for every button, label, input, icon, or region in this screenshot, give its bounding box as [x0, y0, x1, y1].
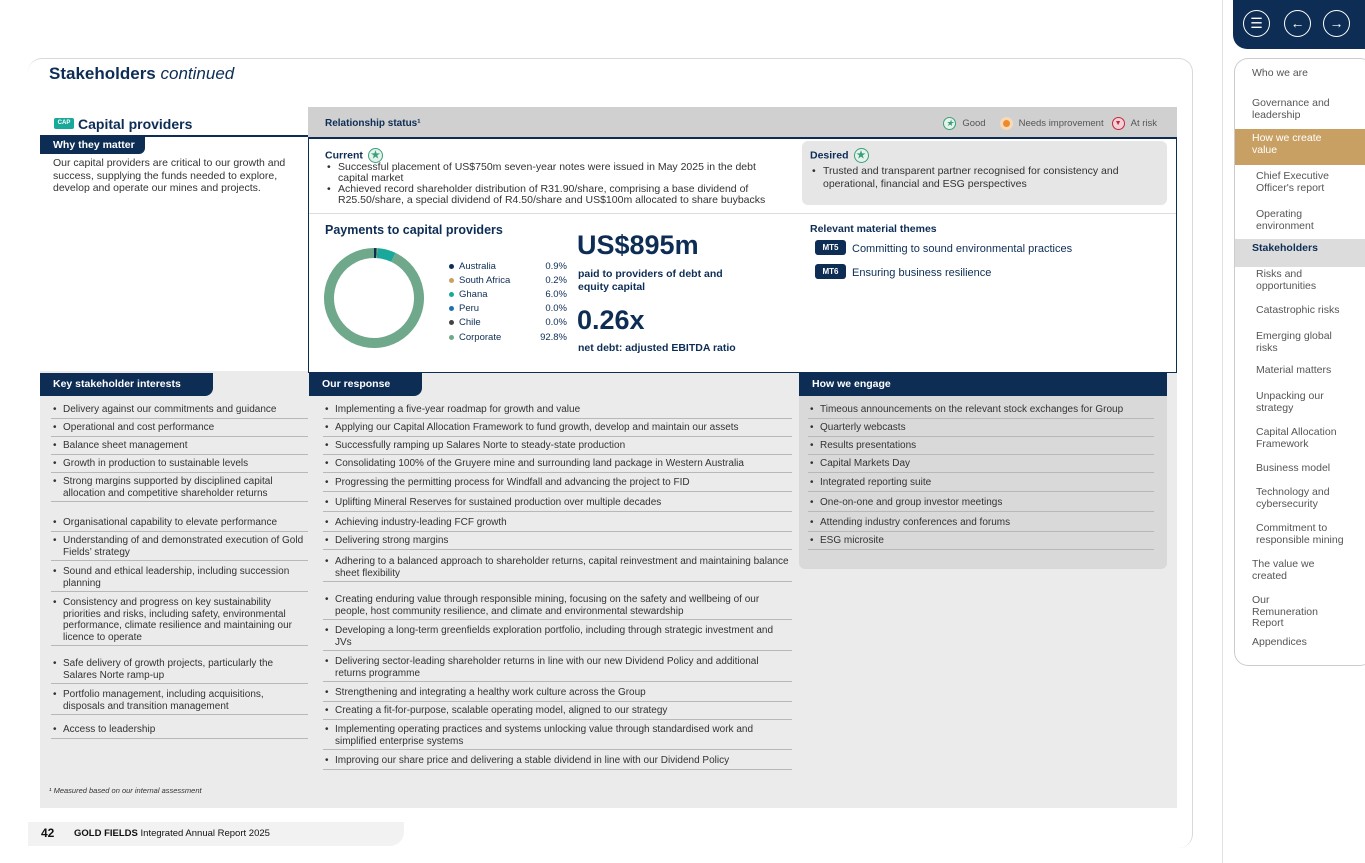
material-theme-link[interactable]: Ensuring business resilience	[852, 267, 992, 279]
footnote: ¹ Measured based on our internal assessment	[49, 786, 202, 795]
nav-item-label: Operating environment	[1256, 208, 1314, 232]
nav-item[interactable]	[1235, 265, 1365, 301]
list-item: • Operational and cost performance	[51, 422, 308, 437]
list-item: • Timeous announcements on the relevant stock exchanges for Group	[808, 404, 1154, 419]
nav-item-label: The value we created	[1252, 558, 1315, 582]
donut-slice-corporate	[329, 253, 419, 343]
list-item: • Consolidating 100% of the Gruyere mine and surrounding land package in Western Australia	[323, 458, 792, 473]
list-item: • Delivery against our commitments and guidance	[51, 404, 308, 419]
desired-title: Desired ★	[810, 148, 869, 163]
good-star-icon: ★	[854, 148, 869, 163]
legend-entry	[449, 273, 567, 287]
nav-item[interactable]	[1235, 64, 1365, 88]
payments-title: Payments to capital providers	[325, 223, 503, 237]
material-themes-title: Relevant material themes	[810, 223, 937, 235]
legend-swatch	[449, 335, 454, 340]
list-item: • Strong margins supported by disciplined capital allocation and competitive shareholder returns	[51, 476, 308, 502]
nav-item-label: How we create value	[1252, 132, 1322, 156]
nav-item-label: Risks and opportunities	[1256, 268, 1317, 292]
legend-label: Chile	[459, 317, 481, 329]
nav-item[interactable]	[1235, 361, 1365, 389]
nav-item-label: Appendices	[1252, 636, 1307, 648]
nav-item[interactable]	[1235, 483, 1365, 519]
good-star-icon: ★	[943, 117, 956, 130]
list-item: • Integrated reporting suite	[808, 477, 1154, 492]
mt-badge: MT5	[815, 240, 846, 255]
nav-item-label: Emerging global risks	[1256, 330, 1332, 354]
page-number: 42	[41, 826, 55, 840]
legend-entry	[449, 302, 567, 316]
material-theme-row[interactable]	[815, 240, 1072, 255]
legend-label: Peru	[459, 303, 480, 315]
list-item: • Capital Markets Day	[808, 458, 1154, 473]
nav-item[interactable]	[1235, 555, 1365, 591]
nav-item-label: Unpacking our strategy	[1256, 390, 1324, 414]
net-debt-ratio: 0.26x	[577, 305, 645, 335]
legend-swatch	[449, 320, 454, 325]
material-theme-row[interactable]	[815, 264, 991, 279]
payments-total: US$895m	[577, 230, 699, 260]
nav-item[interactable]	[1235, 519, 1365, 555]
legend-entry	[449, 330, 567, 344]
list-item: • Attending industry conferences and forums	[808, 517, 1154, 532]
list-item: • ESG microsite	[808, 535, 1154, 550]
nav-item-label: Our Remuneration Report	[1252, 594, 1318, 629]
relationship-status-label: Relationship status¹	[325, 118, 421, 129]
net-debt-ratio-caption: net debt: adjusted EBITDA ratio	[578, 342, 736, 354]
status-legend: ★ Good Needs improvement ▼ At risk	[943, 117, 1157, 130]
nav-item[interactable]	[1235, 327, 1365, 363]
nav-item[interactable]	[1235, 167, 1365, 203]
nav-item-label: Material matters	[1256, 364, 1332, 376]
nav-item[interactable]	[1235, 423, 1365, 459]
list-item: • Achieved record shareholder distribution of R31.90/share, comprising a base dividend of R25.50/share, a special dividend of R4.50/share and US$100m allocated to share buybacks	[325, 184, 785, 206]
capital-providers-title: Capital providers	[78, 116, 193, 132]
list-item: • Adhering to a balanced approach to shareholder returns, capital reinvestment and maintaining balance sheet flexibility	[323, 556, 792, 582]
list-item: • Understanding of and demonstrated execution of Gold Fields’ strategy	[51, 535, 308, 561]
legend-entry	[449, 259, 567, 273]
list-item: • Successful placement of US$750m seven-year notes were issued in May 2025 in the debt capital market	[325, 162, 785, 184]
nav-item[interactable]	[1235, 633, 1365, 657]
list-item: • Growth in production to sustainable levels	[51, 458, 308, 473]
donut-slice-ghana	[377, 253, 393, 257]
current-title: Current ★	[325, 148, 383, 163]
list-item: • Implementing a five-year roadmap for growth and value	[323, 404, 792, 419]
needs-improvement-icon	[1000, 117, 1013, 130]
list-item: • Portfolio management, including acquisitions, disposals and transition management	[51, 689, 308, 715]
legend-entry	[449, 287, 567, 301]
legend-value: 0.0%	[545, 303, 567, 315]
list-item: • Organisational capability to elevate performance	[51, 517, 308, 532]
nav-item-label: Chief Executive Officer's report	[1256, 170, 1329, 194]
why-they-matter-text: Our capital providers are critical to our growth and success, supplying the funds needed to explore, develop and operate our mines and projects.	[53, 157, 286, 194]
our-response-tab: Our response	[309, 373, 422, 396]
material-theme-link[interactable]: Committing to sound environmental practices	[852, 243, 1073, 255]
legend-swatch	[449, 306, 454, 311]
nav-item[interactable]	[1235, 591, 1365, 627]
nav-item[interactable]	[1235, 239, 1365, 267]
legend-swatch	[449, 278, 454, 283]
why-they-matter-tab: Why they matter	[40, 137, 145, 154]
nav-item-label: Who we are	[1252, 67, 1309, 79]
list-item: • Developing a long-term greenfields exploration portfolio, including through strategic investment and JVs	[323, 625, 792, 651]
key-interests-tab: Key stakeholder interests	[40, 373, 213, 396]
legend-swatch	[449, 264, 454, 269]
nav-toolbar	[1233, 0, 1365, 49]
list-item: • Safe delivery of growth projects, particularly the Salares Norte ramp-up	[51, 658, 308, 684]
list-item: • Applying our Capital Allocation Framework to fund growth, develop and maintain our assets	[323, 422, 792, 437]
nav-item-label: Business model	[1256, 462, 1331, 474]
cap-badge: CAP	[54, 118, 74, 129]
divider	[309, 213, 1176, 214]
nav-item-label: Technology and cybersecurity	[1256, 486, 1330, 510]
list-item: • Uplifting Mineral Reserves for sustained production over multiple decades	[323, 497, 792, 512]
current-list	[325, 162, 785, 206]
legend-label: South Africa	[459, 274, 511, 286]
list-item: • Balance sheet management	[51, 440, 308, 455]
list-item: • Strengthening and integrating a healthy work culture across the Group	[323, 687, 792, 702]
nav-item[interactable]	[1235, 301, 1365, 329]
payments-donut-chart	[320, 244, 428, 352]
list-item: • Results presentations	[808, 440, 1154, 455]
good-star-icon: ★	[368, 148, 383, 163]
page-title: Stakeholders continued	[49, 64, 235, 83]
list-item: • Delivering strong margins	[323, 535, 792, 550]
list-item: • One-on-one and group investor meetings	[808, 497, 1154, 512]
payments-total-caption: paid to providers of debt and equity capital	[578, 268, 723, 293]
nav-item-label: Stakeholders	[1252, 242, 1318, 254]
list-item: • Creating enduring value through responsible mining, focusing on the safety and wellbeing of our people, host community resilience, and climate and environmental stewardship	[323, 594, 792, 620]
legend-value: 92.8%	[540, 331, 567, 343]
nav-item[interactable]	[1235, 129, 1365, 165]
nav-item[interactable]	[1235, 387, 1365, 423]
list-item: • Achieving industry-leading FCF growth	[323, 517, 792, 532]
legend-entry	[449, 316, 567, 330]
list-item: • Sound and ethical leadership, including succession planning	[51, 566, 308, 592]
desired-list	[810, 165, 1155, 190]
list-item: • Quarterly webcasts	[808, 422, 1154, 437]
nav-divider	[1222, 0, 1223, 863]
legend-label: Ghana	[459, 288, 488, 300]
list-item: • Successfully ramping up Salares Norte to steady-state production	[323, 440, 792, 455]
nav-item-label: Catastrophic risks	[1256, 304, 1340, 316]
forward-arrow-icon[interactable]: →	[1323, 10, 1350, 37]
nav-item-label: Governance and leadership	[1252, 97, 1330, 121]
legend-value: 0.2%	[545, 274, 567, 286]
section-navigation	[1234, 58, 1365, 666]
back-arrow-icon[interactable]: ←	[1284, 10, 1311, 37]
mt-badge: MT6	[815, 264, 846, 279]
list-item: • Improving our share price and delivering a stable dividend in line with our Dividend Policy	[323, 755, 792, 770]
list-item: • Creating a fit-for-purpose, scalable operating model, aligned to our strategy	[323, 705, 792, 720]
payments-legend	[449, 259, 567, 344]
legend-label: Corporate	[459, 331, 502, 343]
at-risk-icon: ▼	[1112, 117, 1125, 130]
legend-value: 0.9%	[545, 260, 567, 272]
legend-value: 0.0%	[545, 317, 567, 329]
nav-item-label: Commitment to responsible mining	[1256, 522, 1344, 546]
list-item: • Delivering sector-leading shareholder returns in line with our new Dividend Policy and additional returns programme	[323, 656, 792, 682]
legend-value: 6.0%	[545, 288, 567, 300]
nav-item[interactable]	[1235, 205, 1365, 241]
report-name: GOLD FIELDS Integrated Annual Report 2025	[74, 828, 270, 839]
list-item: • Implementing operating practices and systems unlocking value through standardised work and simplified enterprise systems	[323, 724, 792, 750]
nav-item[interactable]	[1235, 94, 1365, 130]
legend-label: Australia	[459, 260, 496, 272]
list-item: • Consistency and progress on key sustainability priorities and risks, including safety, environmental performance, climate resilience and maintaining our licence to operate	[51, 597, 308, 646]
contents-icon[interactable]: ☰	[1243, 10, 1270, 37]
how-we-engage-tab: How we engage	[799, 373, 1167, 396]
list-item: • Progressing the permitting process for Windfall and advancing the project to FID	[323, 477, 792, 492]
legend-swatch	[449, 292, 454, 297]
list-item: • Trusted and transparent partner recognised for consistency and operational, financial and ESG perspectives	[810, 165, 1155, 190]
list-item: • Access to leadership	[51, 724, 308, 739]
nav-item-label: Capital Allocation Framework	[1256, 426, 1337, 450]
